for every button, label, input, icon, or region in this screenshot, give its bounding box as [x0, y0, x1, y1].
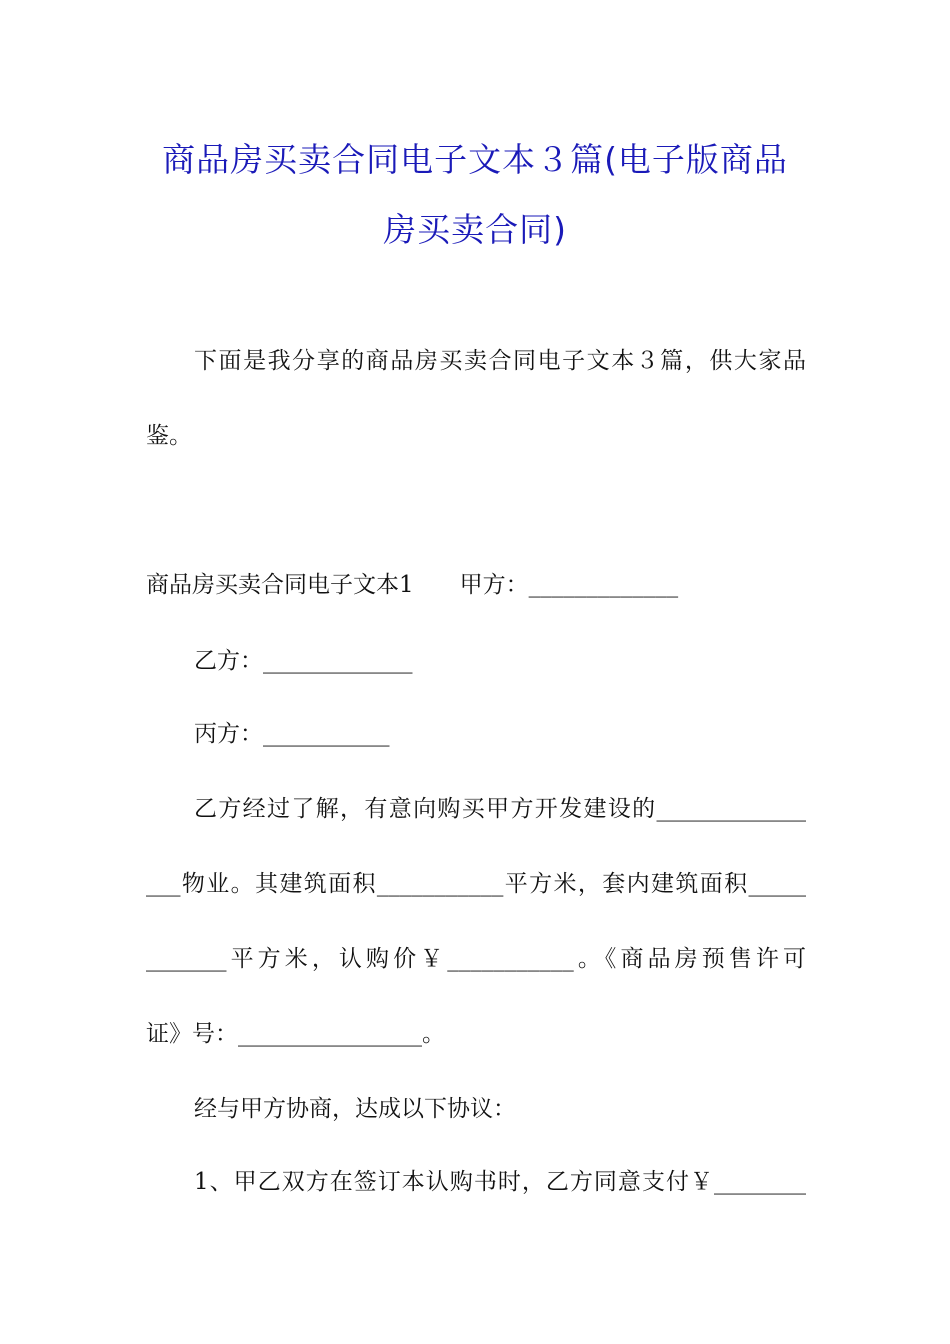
section-heading: 商品房买卖合同电子文本1 甲方：_____________	[146, 572, 679, 598]
paragraph-line: ___物业。其建筑面积___________平方米，套内建筑面积_____	[146, 871, 806, 897]
clause-item-1: 1、甲乙双方在签订本认购书时，乙方同意支付￥________	[194, 1169, 806, 1195]
intro-paragraph-line-2: 鉴。	[146, 423, 192, 449]
paragraph-line: _______平方米，认购价￥___________。《商品房预售许可	[146, 946, 806, 972]
party-c-line: 丙方：___________	[194, 721, 390, 747]
document-title-line-2: 房买卖合同)	[383, 210, 567, 249]
document-title-line-1: 商品房买卖合同电子文本３篇(电子版商品	[162, 140, 788, 179]
agreement-intro-line: 经与甲方协商，达成以下协议：	[194, 1096, 516, 1122]
intro-paragraph-line-1: 下面是我分享的商品房买卖合同电子文本３篇，供大家品	[194, 348, 806, 374]
paragraph-line: 证》号：________________。	[146, 1021, 445, 1047]
paragraph-line: 乙方经过了解，有意向购买甲方开发建设的_____________	[194, 796, 806, 822]
party-b-line: 乙方：_____________	[194, 648, 413, 674]
